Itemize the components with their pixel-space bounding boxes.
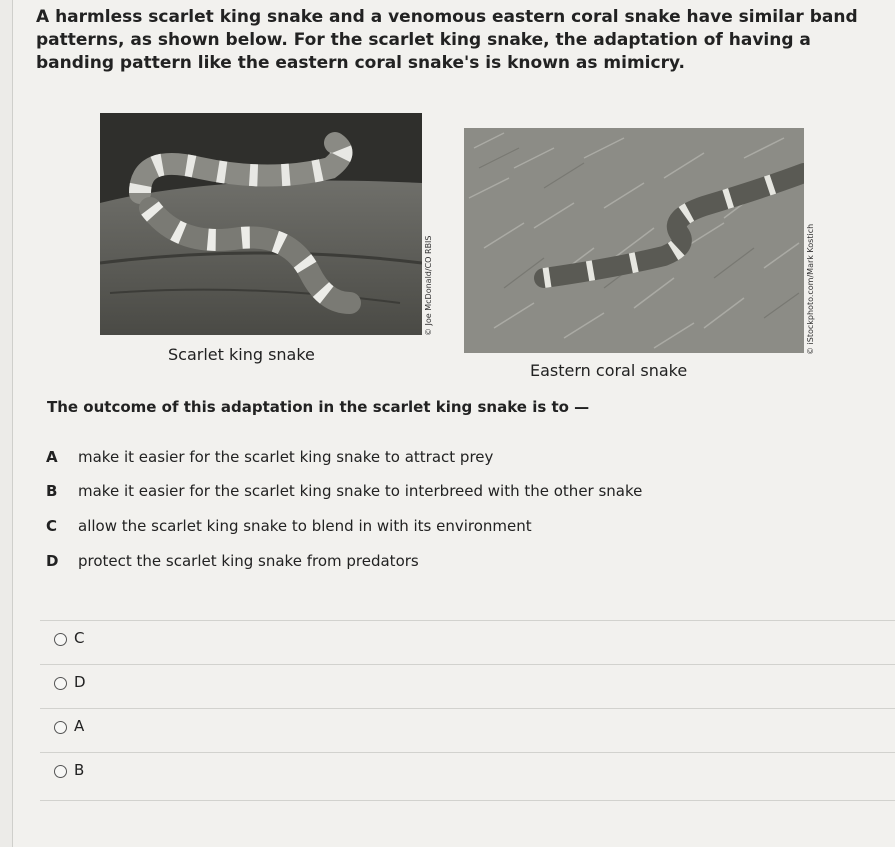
choice-letter: A — [46, 448, 58, 466]
answer-option-c[interactable] — [40, 620, 895, 661]
choice-a — [46, 448, 493, 466]
radio-button[interactable] — [54, 721, 67, 734]
question-stem: A harmless scarlet king snake and a venomous eastern coral snake have similar band patterns, as shown below. For the scarlet king snake, the adaptation of having a banding pattern like the eastern coral snake's is known as mimicry. — [36, 7, 858, 73]
answer-option-a[interactable] — [40, 708, 895, 749]
choice-text: make it easier for the scarlet king snake to attract prey — [78, 448, 494, 466]
choice-text: allow the scarlet king snake to blend in with its environment — [78, 517, 532, 535]
choice-b — [46, 482, 642, 500]
choice-letter: D — [46, 552, 59, 570]
radio-button[interactable] — [54, 677, 67, 690]
radio-button[interactable] — [54, 765, 67, 778]
photo-credit-right: © iStockphoto.com/Mark Kostich — [806, 223, 815, 355]
choice-text: protect the scarlet king snake from predators — [78, 552, 419, 570]
answer-option-d[interactable] — [40, 664, 895, 705]
eastern-coral-snake-photo — [464, 128, 804, 353]
choice-text: make it easier for the scarlet king snake to interbreed with the other snake — [78, 482, 643, 500]
answer-label: B — [74, 761, 85, 779]
answer-list-bottom-divider — [40, 800, 895, 802]
answer-option-b[interactable] — [40, 752, 895, 793]
figure-caption-scarlet-king: Scarlet king snake — [168, 345, 315, 364]
radio-button[interactable] — [54, 633, 67, 646]
scarlet-king-snake-photo — [100, 113, 422, 335]
choice-c — [46, 517, 532, 535]
photo-credit-left: © Joe McDonald/CO RBIS — [424, 235, 433, 336]
answer-label: C — [74, 629, 85, 647]
question-prompt: The outcome of this adaptation in the scarlet king snake is to — — [47, 398, 590, 416]
choice-letter: C — [46, 517, 58, 535]
answer-label: D — [74, 673, 86, 691]
figure-caption-eastern-coral: Eastern coral snake — [530, 361, 688, 380]
choice-letter: B — [46, 482, 58, 500]
answer-label: A — [74, 717, 85, 735]
choice-d — [46, 552, 419, 570]
